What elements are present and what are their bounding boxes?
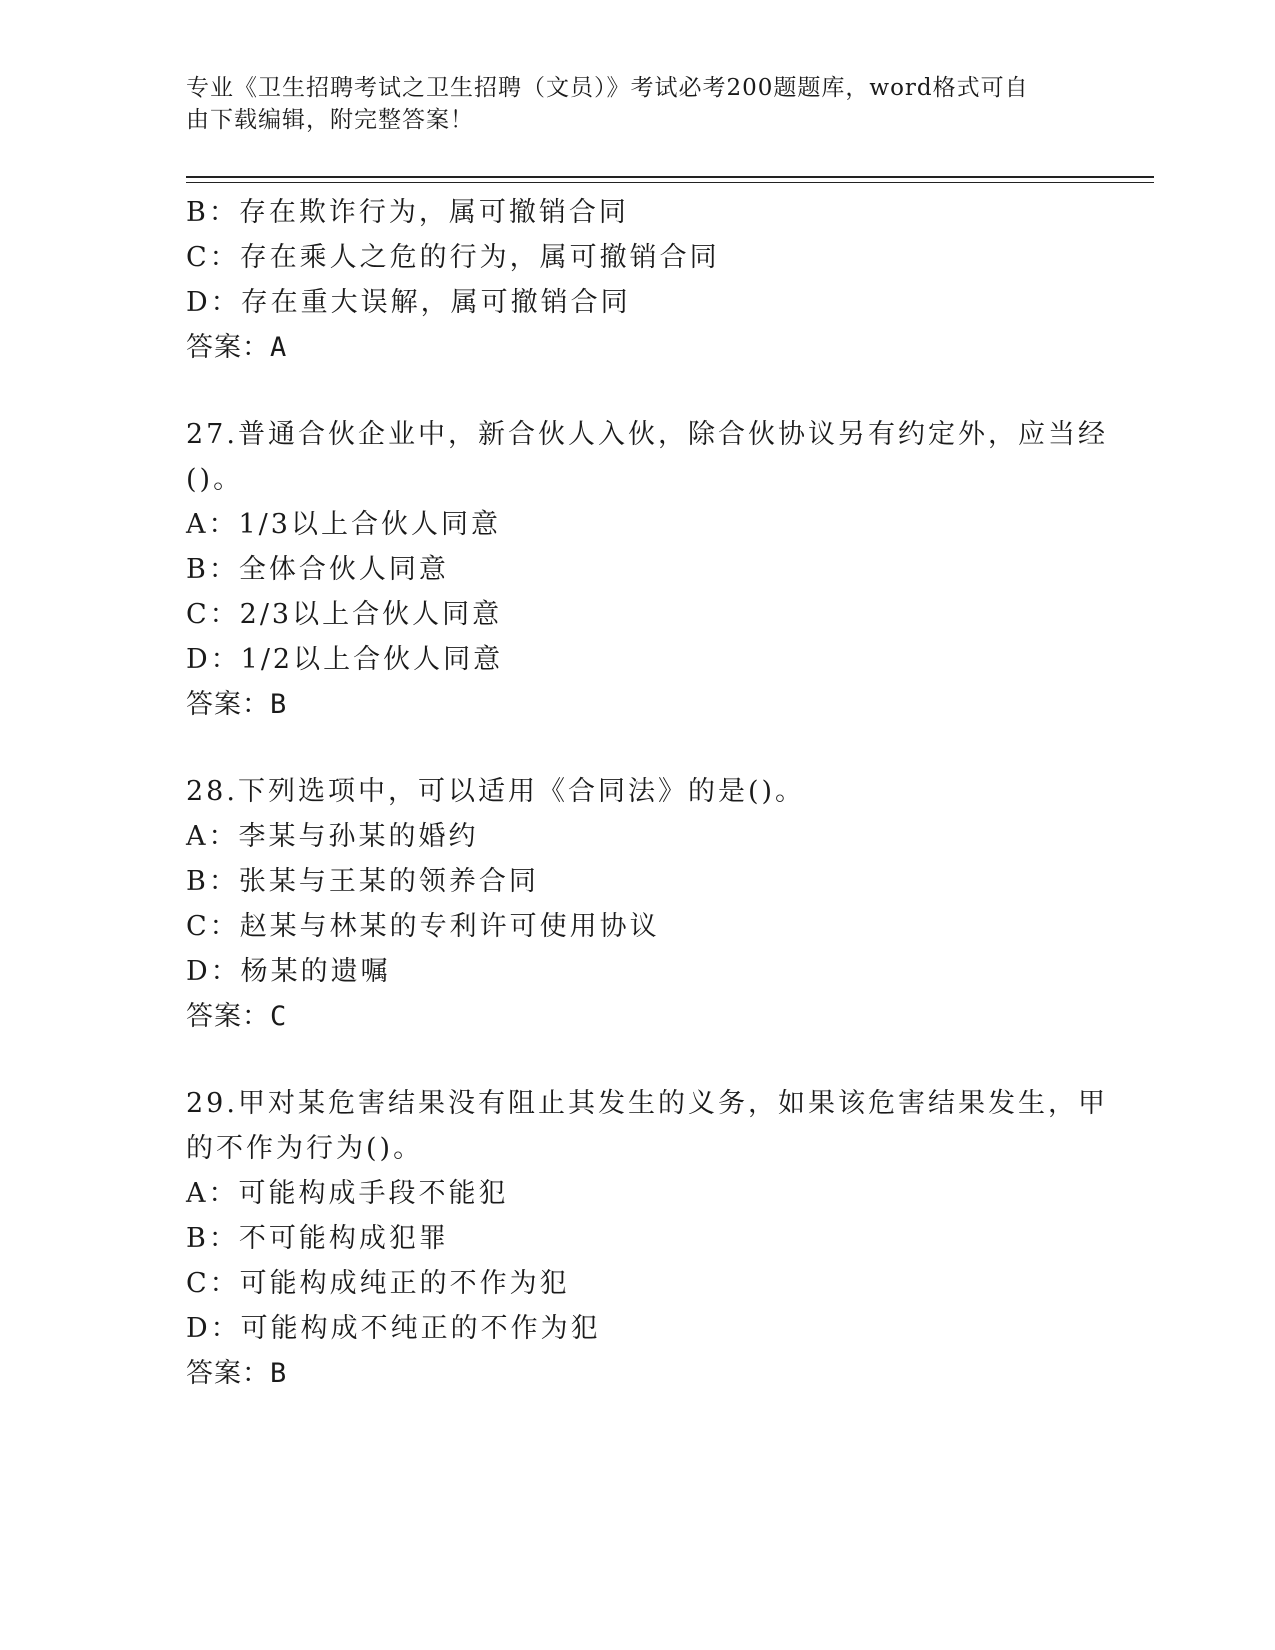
option-b: B：不可能构成犯罪 bbox=[186, 1223, 449, 1254]
option-c: C：可能构成纯正的不作为犯 bbox=[186, 1268, 570, 1299]
question-stem: 27.普通合伙企业中，新合伙人入伙，除合伙协议另有约定外，应当经 bbox=[186, 419, 1108, 450]
answer-line: 答案：A bbox=[186, 332, 288, 363]
document-header bbox=[186, 72, 1066, 136]
option-a: A：李某与孙某的婚约 bbox=[186, 821, 479, 852]
answer-line: 答案：B bbox=[186, 689, 288, 720]
header-line-1: 专业《卫生招聘考试之卫生招聘（文员）》考试必考200题题库，word格式可自 bbox=[186, 75, 1029, 101]
question-29 bbox=[186, 1081, 1108, 1396]
option-d: D：存在重大误解，属可撤销合同 bbox=[186, 287, 631, 318]
question-27 bbox=[186, 412, 1108, 727]
option-b: B：存在欺诈行为，属可撤销合同 bbox=[186, 197, 629, 228]
question-stem-cont: ()。 bbox=[186, 464, 244, 495]
header-line-2: 由下载编辑，附完整答案！ bbox=[186, 107, 474, 133]
option-b: B：全体合伙人同意 bbox=[186, 554, 449, 585]
question-stem: 29.甲对某危害结果没有阻止其发生的义务，如果该危害结果发生，甲 bbox=[186, 1088, 1108, 1119]
spacer bbox=[186, 727, 1086, 769]
answer-line: 答案：C bbox=[186, 1001, 288, 1032]
question-26-tail bbox=[186, 190, 1086, 370]
question-list bbox=[186, 190, 1108, 1396]
question-stem: 28.下列选项中，可以适用《合同法》的是()。 bbox=[186, 776, 806, 807]
option-d: D：1/2以上合伙人同意 bbox=[186, 644, 504, 675]
header-rule-thick bbox=[186, 176, 1154, 178]
header-rule-thin bbox=[186, 182, 1154, 183]
option-a: A：1/3以上合伙人同意 bbox=[186, 509, 501, 540]
option-c: C：赵某与林某的专利许可使用协议 bbox=[186, 911, 660, 942]
option-d: D：可能构成不纯正的不作为犯 bbox=[186, 1313, 601, 1344]
spacer bbox=[186, 1039, 1086, 1081]
spacer bbox=[186, 370, 1086, 412]
question-28 bbox=[186, 769, 1086, 1039]
option-c: C：存在乘人之危的行为，属可撤销合同 bbox=[186, 242, 720, 273]
option-c: C：2/3以上合伙人同意 bbox=[186, 599, 503, 630]
option-a: A：可能构成手段不能犯 bbox=[186, 1178, 509, 1209]
answer-line: 答案：B bbox=[186, 1358, 288, 1389]
option-b: B：张某与王某的领养合同 bbox=[186, 866, 539, 897]
question-stem-cont: 的不作为行为()。 bbox=[186, 1133, 424, 1164]
option-d: D：杨某的遗嘱 bbox=[186, 956, 391, 987]
